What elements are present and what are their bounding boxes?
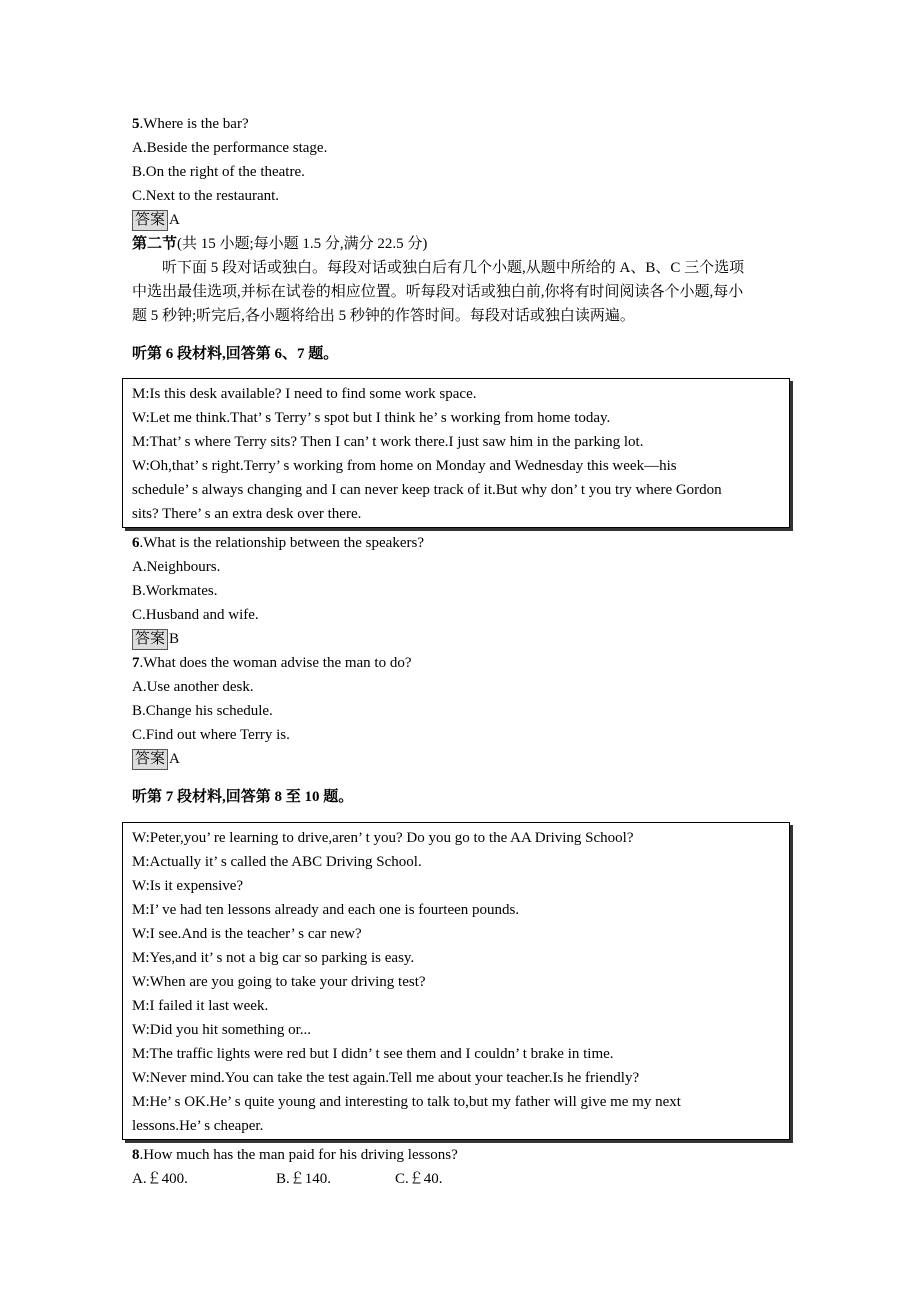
intro-line: 听下面 5 段对话或独白。每段对话或独白后有几个小题,从题中所给的 A、B、C 三个选项 <box>162 260 745 276</box>
transcript-line: M:That’ s where Terry sits? Then I can’ t work there.I just saw him in the parking lot. <box>132 434 644 450</box>
part-7-heading: 听第 7 段材料,回答第 8 至 10 题。 <box>132 789 354 805</box>
option: C.￡40. <box>395 1171 443 1187</box>
transcript-line: M:Is this desk available? I need to find some work space. <box>132 386 477 402</box>
question-text: 5.Where is the bar? <box>132 116 249 132</box>
transcript-line: lessons.He’ s cheaper. <box>132 1118 264 1134</box>
option: B.￡140. <box>276 1171 332 1187</box>
answer-line: 答案 A <box>132 747 792 771</box>
transcript-line: sits? There’ s an extra desk over there. <box>132 506 362 522</box>
transcript-line: W:Never mind.You can take the test again.Tell me about your teacher.Is he friendly? <box>132 1070 640 1086</box>
answer-line: 答案 A <box>132 208 792 232</box>
transcript-box-7 <box>122 822 790 1140</box>
transcript-line: W:Is it expensive? <box>132 878 244 894</box>
question-5 <box>132 112 792 328</box>
intro-line: 中选出最佳选项,并标在试卷的相应位置。听每段对话或独白前,你将有时间阅读各个小题,每小 <box>132 284 744 300</box>
option: C.Next to the restaurant. <box>132 188 280 204</box>
transcript-line: M:I failed it last week. <box>132 998 269 1014</box>
option: B.Change his schedule. <box>132 703 273 719</box>
transcript-line: M:Actually it’ s called the ABC Driving School. <box>132 854 422 870</box>
option: A.￡400. <box>132 1171 188 1187</box>
transcript-line: W:Let me think.That’ s Terry’ s spot but I think he’ s working from home today. <box>132 410 611 426</box>
transcript-line: W:Oh,that’ s right.Terry’ s working from home on Monday and Wednesday this week—his <box>132 458 677 474</box>
option: A.Beside the performance stage. <box>132 140 328 156</box>
transcript-line: W:I see.And is the teacher’ s car new? <box>132 926 362 942</box>
answer-line: 答案 B <box>132 627 792 651</box>
transcript-line: W:When are you going to take your driving test? <box>132 974 426 990</box>
option: A.Neighbours. <box>132 559 221 575</box>
questions-6-7 <box>132 531 792 771</box>
transcript-box-6 <box>122 378 790 528</box>
answer-badge: 答案 <box>132 629 168 650</box>
question-8 <box>132 1143 792 1191</box>
option: B.On the right of the theatre. <box>132 164 305 180</box>
transcript-line: schedule’ s always changing and I can never keep track of it.But why don’ t you try where Gordon <box>132 482 722 498</box>
transcript-line: M:He’ s OK.He’ s quite young and interesting to talk to,but my father will give me my next <box>132 1094 681 1110</box>
transcript-line: W:Peter,you’ re learning to drive,aren’ t you? Do you go to the AA Driving School? <box>132 830 634 846</box>
answer-badge: 答案 <box>132 210 168 231</box>
answer-badge: 答案 <box>132 749 168 770</box>
option: C.Find out where Terry is. <box>132 727 290 743</box>
section-title: 第二节(共 15 小题;每小题 1.5 分,满分 22.5 分) <box>132 236 428 252</box>
question-text: 8.How much has the man paid for his driving lessons? <box>132 1147 458 1163</box>
transcript-line: M:Yes,and it’ s not a big car so parking is easy. <box>132 950 415 966</box>
part-6-heading: 听第 6 段材料,回答第 6、7 题。 <box>132 346 339 362</box>
option: A.Use another desk. <box>132 679 254 695</box>
question-text: 6.What is the relationship between the speakers? <box>132 535 424 551</box>
transcript-line: W:Did you hit something or... <box>132 1022 312 1038</box>
transcript-line: M:I’ ve had ten lessons already and each one is fourteen pounds. <box>132 902 520 918</box>
intro-line: 题 5 秒钟;听完后,各小题将给出 5 秒钟的作答时间。每段对话或独白读两遍。 <box>132 308 635 324</box>
question-text: 7.What does the woman advise the man to do? <box>132 655 412 671</box>
options-row <box>132 1167 792 1191</box>
option: B.Workmates. <box>132 583 218 599</box>
option: C.Husband and wife. <box>132 607 259 623</box>
transcript-line: M:The traffic lights were red but I didn’ t see them and I couldn’ t brake in time. <box>132 1046 614 1062</box>
